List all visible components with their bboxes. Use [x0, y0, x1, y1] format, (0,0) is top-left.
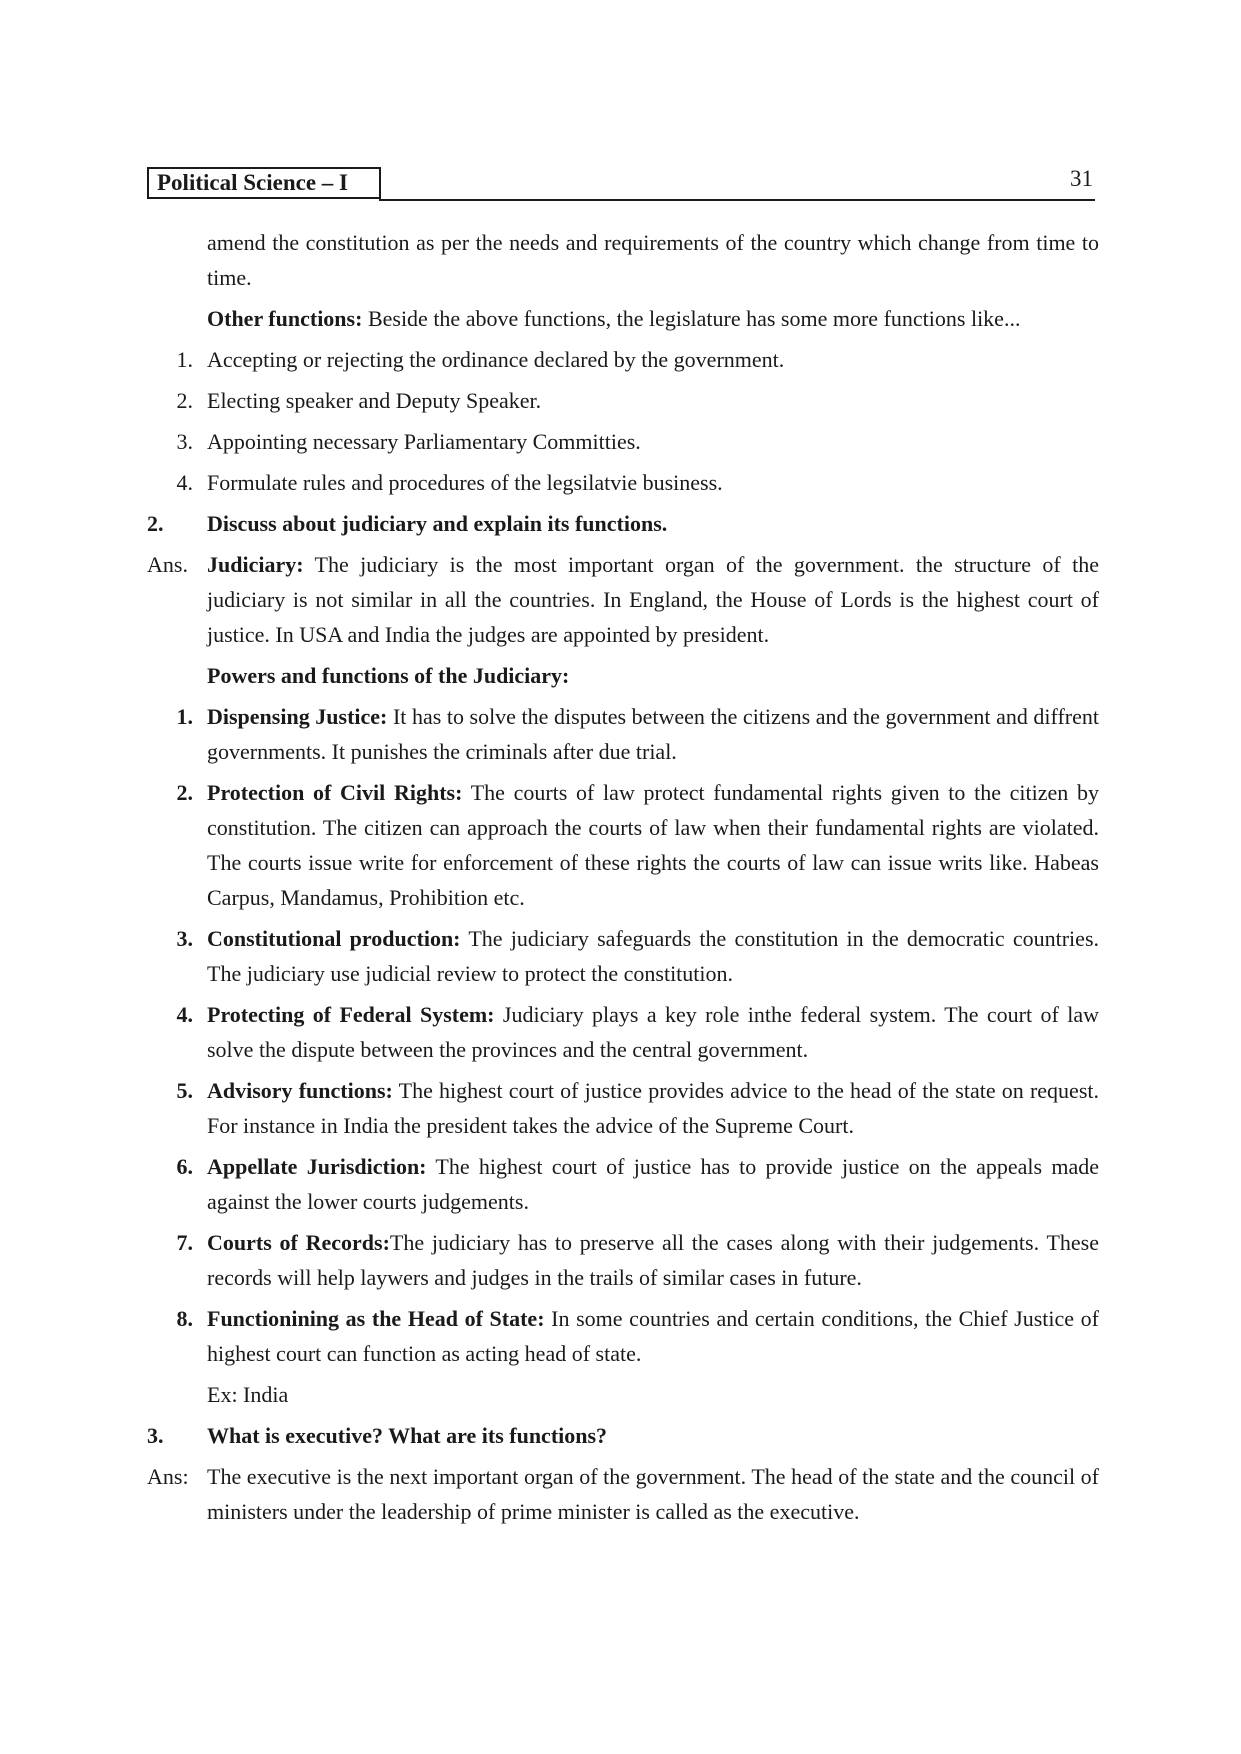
power-number: 8. [176, 1306, 193, 1331]
question-number: 2. [147, 511, 164, 536]
page-content [147, 225, 1099, 1535]
question-text: Discuss about judiciary and explain its functions. [207, 511, 668, 536]
paragraph-text: amend the constitution as per the needs and requirements of the country which change from time to time. [207, 230, 1099, 290]
power-number: 3. [176, 926, 193, 951]
power-number: 4. [176, 1002, 193, 1027]
list-number: 1. [176, 347, 193, 372]
power-text: The courts of law protect fundamental rights given to the citizen by constitution. The citizen can approach the courts of law when their fundamental rights are violated. The courts issue write for enforcement of these rights the courts of law can issue writs like. Habeas Carpus, Mandamus, Prohibition etc. [207, 780, 1099, 910]
power-text: In some countries and certain conditions, the Chief Justice of highest court can function as acting head of state. [207, 1306, 1099, 1366]
answer-text: The judiciary is the most important organ of the government. the structure of the judiciary is not similar in all the countries. In England, the House of Lords is the highest court of justice. In USA and India the judges are appointed by president. [207, 552, 1099, 647]
power-item [147, 1149, 1099, 1219]
header-rule [379, 199, 1095, 201]
power-label: Protecting of Federal System: [207, 1002, 495, 1027]
list-text: Appointing necessary Parliamentary Committies. [207, 429, 641, 454]
list-number: 2. [176, 388, 193, 413]
power-text: The judiciary safeguards the constitution in the democratic countries. The judiciary use judicial review to protect the constitution. [207, 926, 1100, 986]
power-label: Advisory functions: [207, 1078, 393, 1103]
power-number: 7. [176, 1230, 193, 1255]
power-label: Protection of Civil Rights: [207, 780, 463, 805]
list-item [147, 465, 1099, 500]
power-label: Appellate Jurisdiction: [207, 1154, 427, 1179]
list-item [147, 342, 1099, 377]
power-number: 2. [176, 780, 193, 805]
power-text: The highest court of justice provides advice to the head of the state on request. For instance in India the president takes the advice of the Supreme Court. [207, 1078, 1099, 1138]
power-item [147, 1073, 1099, 1143]
answer-text: The executive is the next important organ of the government. The head of the state and the council of ministers under the leadership of prime minister is called as the executive. [207, 1464, 1099, 1524]
power-number: 1. [176, 704, 193, 729]
answer-2 [147, 547, 1099, 652]
example-line [147, 1377, 1099, 1412]
power-number: 5. [176, 1078, 193, 1103]
power-label: Dispensing Justice: [207, 704, 388, 729]
other-functions-label: Other functions: [207, 306, 363, 331]
question-2 [147, 506, 1099, 541]
list-text: Electing speaker and Deputy Speaker. [207, 388, 542, 413]
answer-marker: Ans: [147, 1464, 189, 1489]
subject-header: Political Science – I [147, 167, 381, 199]
powers-heading [147, 658, 1099, 693]
page-number: 31 [1070, 166, 1093, 191]
power-label: Courts of Records: [207, 1230, 390, 1255]
power-label: Functionining as the Head of State: [207, 1306, 545, 1331]
answer-3 [147, 1459, 1099, 1529]
list-number: 3. [176, 429, 193, 454]
power-number: 6. [176, 1154, 193, 1179]
power-text: The judiciary has to preserve all the cases along with their judgements. These records will help laywers and judges in the trails of similar cases in future. [207, 1230, 1099, 1290]
list-number: 4. [176, 470, 193, 495]
power-item [147, 921, 1099, 991]
power-text: The highest court of justice has to provide justice on the appeals made against the lower courts judgements. [207, 1154, 1099, 1214]
power-text: Judiciary plays a key role inthe federal system. The court of law solve the dispute between the provinces and the central government. [207, 1002, 1100, 1062]
powers-heading-text: Powers and functions of the Judiciary: [207, 663, 570, 688]
list-item [147, 424, 1099, 459]
power-label: Constitutional production: [207, 926, 461, 951]
power-item [147, 775, 1099, 915]
power-item [147, 1301, 1099, 1371]
list-item [147, 383, 1099, 418]
power-item [147, 1225, 1099, 1295]
question-number: 3. [147, 1423, 164, 1448]
answer-marker: Ans. [147, 552, 188, 577]
list-text: Formulate rules and procedures of the legsilatvie business. [207, 470, 723, 495]
paragraph [147, 225, 1099, 295]
paragraph-other-functions [147, 301, 1099, 336]
question-3 [147, 1418, 1099, 1453]
power-item [147, 997, 1099, 1067]
power-text: It has to solve the disputes between the citizens and the government and diffrent governments. It punishes the criminals after due trial. [207, 704, 1100, 764]
other-functions-text: Beside the above functions, the legislature has some more functions like... [362, 306, 1021, 331]
example-text: Ex: India [207, 1382, 289, 1407]
question-text: What is executive? What are its functions? [207, 1423, 608, 1448]
judiciary-label: Judiciary: [207, 552, 304, 577]
power-item [147, 699, 1099, 769]
list-text: Accepting or rejecting the ordinance declared by the government. [207, 347, 785, 372]
